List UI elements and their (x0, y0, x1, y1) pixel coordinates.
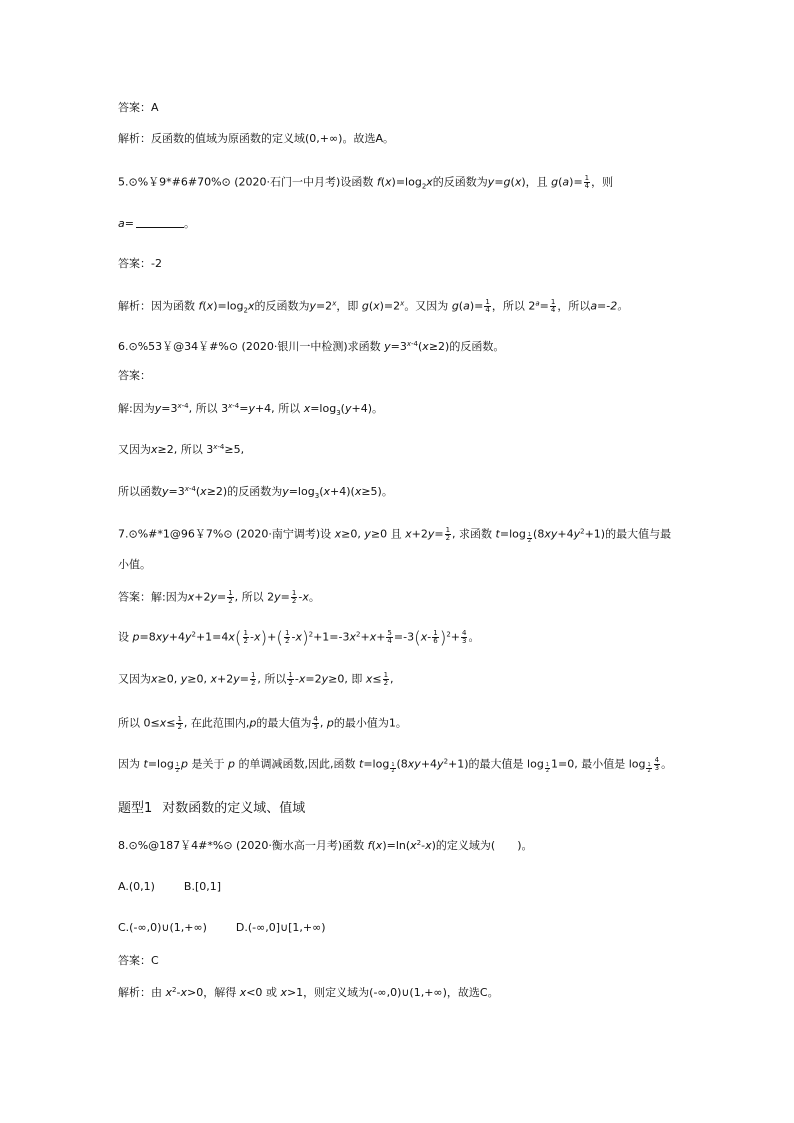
q5-blank-line: a= 。 (118, 217, 195, 230)
option-c: C.(-∞,0)∪(1,+∞) (118, 921, 207, 934)
q7-stem-cont: 小值。 (118, 558, 151, 571)
q6-step1: 解:因为$y=3^{x-4}$, 所以 $3^{x-4}=y+4$, 所以 $x=\log_3(y+4)$。 (118, 402, 383, 417)
q7-answer: 答案：解:因为x+2y= $\frac{1}{2}$ , 所以 2y= $\frac{1}{2}$ -x。 (118, 589, 320, 605)
q7-stem: 7.⊙%#*1@96￥7%⊙ (2020·南宁调考)设 x≥0, y≥0 且 x+2y= $\frac{1}{2}$ , 求函数 t=log $_{\frac{1}{2}}$ $(8xy+4y^2+1)$的最大值与最 (118, 526, 672, 544)
q6-id: 6.⊙%53￥@34￥#%⊙ (118, 340, 239, 353)
q7-id: 7.⊙%#*1@96￥7%⊙ (118, 527, 233, 541)
q6-stem: 6.⊙%53￥@34￥#%⊙ (2020·银川一中检测)求函数 $y=3^{x-4}(x\ge 2)$的反函数。 (118, 340, 505, 353)
q8-options-ab (118, 881, 221, 892)
q5-source: (2020·石门一中月考) (234, 175, 341, 189)
q7-step3: 所以 0≤x≤ $\frac{1}{2}$ , 在此范围内,p的最大值为 $\frac{4}{3}$ , p的最小值为1。 (118, 715, 407, 731)
q6-source: (2020·银川一中检测) (241, 340, 348, 353)
q8-source: (2020·衡水高一月考) (236, 839, 343, 852)
option-b: B.[0,1] (183, 880, 222, 893)
q8-id: 8.⊙%@187￥4#*%⊙ (118, 839, 233, 852)
q6-step3: 所以函数$y=3^{x-4}(x\ge 2)$的反函数为$y=\log_3(x+4)(x\ge 5)$。 (118, 485, 393, 500)
q7-source: (2020·南宁调考) (236, 527, 321, 541)
q8-options-cd (118, 922, 326, 933)
q6-step2: 又因为x≥2, 所以 $3^{x-4}\ge 5$, (118, 443, 245, 456)
q8-analysis: 解析：由 $x^2-x>0$，解得 x<0 或 x>1，则定义域为(-∞,0)∪(1,+∞)，故选C。 (118, 986, 499, 999)
prev-analysis: 解析：反函数的值域为原函数的定义域(0,+∞)。故选A。 (118, 132, 394, 145)
q5-analysis: 解析：因为函数 $f(x)=\log_2x$的反函数为$y=2^x$，即 $g(x)=2^x$。又因为 g(a)= $\frac{1}{4}$ ，所以 $2^a=$ $\frac{1}{4}$ ，所以a=-2。 (118, 298, 629, 315)
q5-answer: 答案：-2 (118, 257, 162, 270)
q7-step1: 设 $p=8xy+4y^2+1=4x$( $\frac{1}{2}$ -x)+( $\frac{1}{2}$ $-x)^2+1=-3x^2+x+$ $\frac{5}{4}$ =-3(x- $\frac{1}{6}$ )$^2$+ $\frac{4}{3}$ 。 (118, 628, 480, 649)
prev-answer: 答案：A (118, 101, 159, 114)
q8-stem: 8.⊙%@187￥4#*%⊙ (2020·衡水高一月考)函数 $f(x)=\ln(x^2-x)$的定义域为( )。 (118, 839, 533, 852)
q5-stem: 5.⊙%￥9*#6#70%⊙ (2020·石门一中月考)设函数 $f(x)=\log_2x$的反函数为y=g(x)，且 g(a)= $\frac{1}{4}$ ，则 (118, 174, 614, 191)
q8-answer: 答案：C (118, 954, 159, 967)
q5-id: 5.⊙%￥9*#6#70%⊙ (118, 175, 231, 189)
q7-step4: 因为 t=log $_{\frac{1}{2}}$ p 是关于 p 的单调减函数,因此,函数 t=log $_{\frac{1}{2}}$ $(8xy+4y^2+1)$的最大值是 log $_{\frac{1}{2}}$ 1=0, 最小值是 log $_{\frac{1}{2}}$ $\frac{4}{3}$ 。 (118, 756, 673, 774)
section-title: 对数函数的定义域、值域 (162, 801, 306, 816)
section-label: 题型1 (118, 801, 153, 816)
q6-answer: 答案： (118, 369, 151, 382)
q7-step2: 又因为x≥0, y≥0, x+2y= $\frac{1}{2}$ , 所以 $\frac{1}{2}$ -x=2y≥0, 即 x≤ $\frac{1}{2}$ , (118, 671, 394, 687)
section-heading (118, 797, 305, 816)
option-d: D.(-∞,0]∪[1,+∞) (235, 921, 326, 934)
option-a: A.(0,1) (118, 880, 155, 893)
answer-blank (136, 227, 184, 228)
